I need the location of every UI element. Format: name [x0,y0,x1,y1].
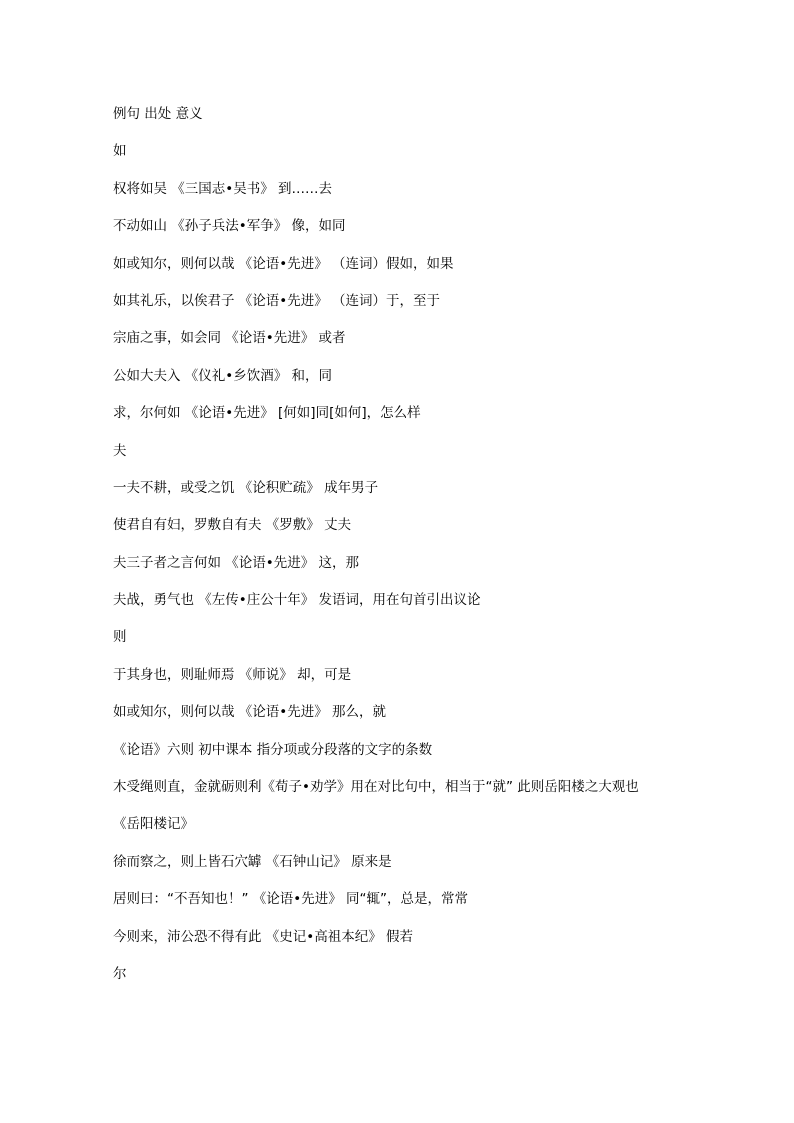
text-line: 如或知尔，则何以哉 《论语•先进》 那么，就 [113,704,387,721]
section-heading-ru: 如 [113,143,127,160]
text-line: 宗庙之事，如会同 《论语•先进》 或者 [113,330,346,347]
section-heading-er: 尔 [113,965,127,982]
text-line: 求，尔何如 《论语•先进》 [何如]同[如何]，怎么样 [113,405,421,422]
text-line: 一夫不耕，或受之饥 《论积贮疏》 成年男子 [113,479,379,496]
text-line: 权将如吴 《三国志•吴书》 到……去 [113,180,333,197]
text-line: 夫战，勇气也 《左传•庄公十年》 发语词，用在句首引出议论 [113,592,481,609]
section-heading-ze: 则 [113,629,127,646]
text-line: 不动如山 《孙子兵法•军争》 像，如同 [113,218,346,235]
text-line: 今则来，沛公恐不得有此 《史记•高祖本纪》 假若 [113,928,414,945]
text-line: 徐而察之，则上皆石穴罅 《石钟山记》 原来是 [113,853,392,870]
text-line: 公如大夫入 《仪礼•乡饮酒》 和，同 [113,367,333,384]
text-line: 夫三子者之言何如 《论语•先进》 这，那 [113,554,360,571]
text-line: 居则曰：“不吾知也！” 《论语•先进》 同“辄”，总是，常常 [113,891,469,908]
text-line: 《岳阳楼记》 [113,816,194,833]
text-line: 于其身也，则耻师焉 《师说》 却，可是 [113,666,352,683]
text-line: 如其礼乐，以俟君子 《论语•先进》 （连词）于，至于 [113,292,441,309]
document-body [113,103,753,1000]
table-header-line: 例句 出处 意义 [113,106,203,122]
text-line: 使君自有妇，罗敷自有夫 《罗敷》 丈夫 [113,517,352,534]
text-line: 如或知尔，则何以哉 《论语•先进》 （连词）假如，如果 [113,255,454,272]
text-line: 《论语》六则 初中课本 指分项或分段落的文字的条数 [113,741,433,758]
section-heading-fu: 夫 [113,442,127,459]
text-line: 木受绳则直，金就砺则利《荀子•劝学》用在对比句中，相当于“就” 此则岳阳楼之大观也 [113,779,639,796]
